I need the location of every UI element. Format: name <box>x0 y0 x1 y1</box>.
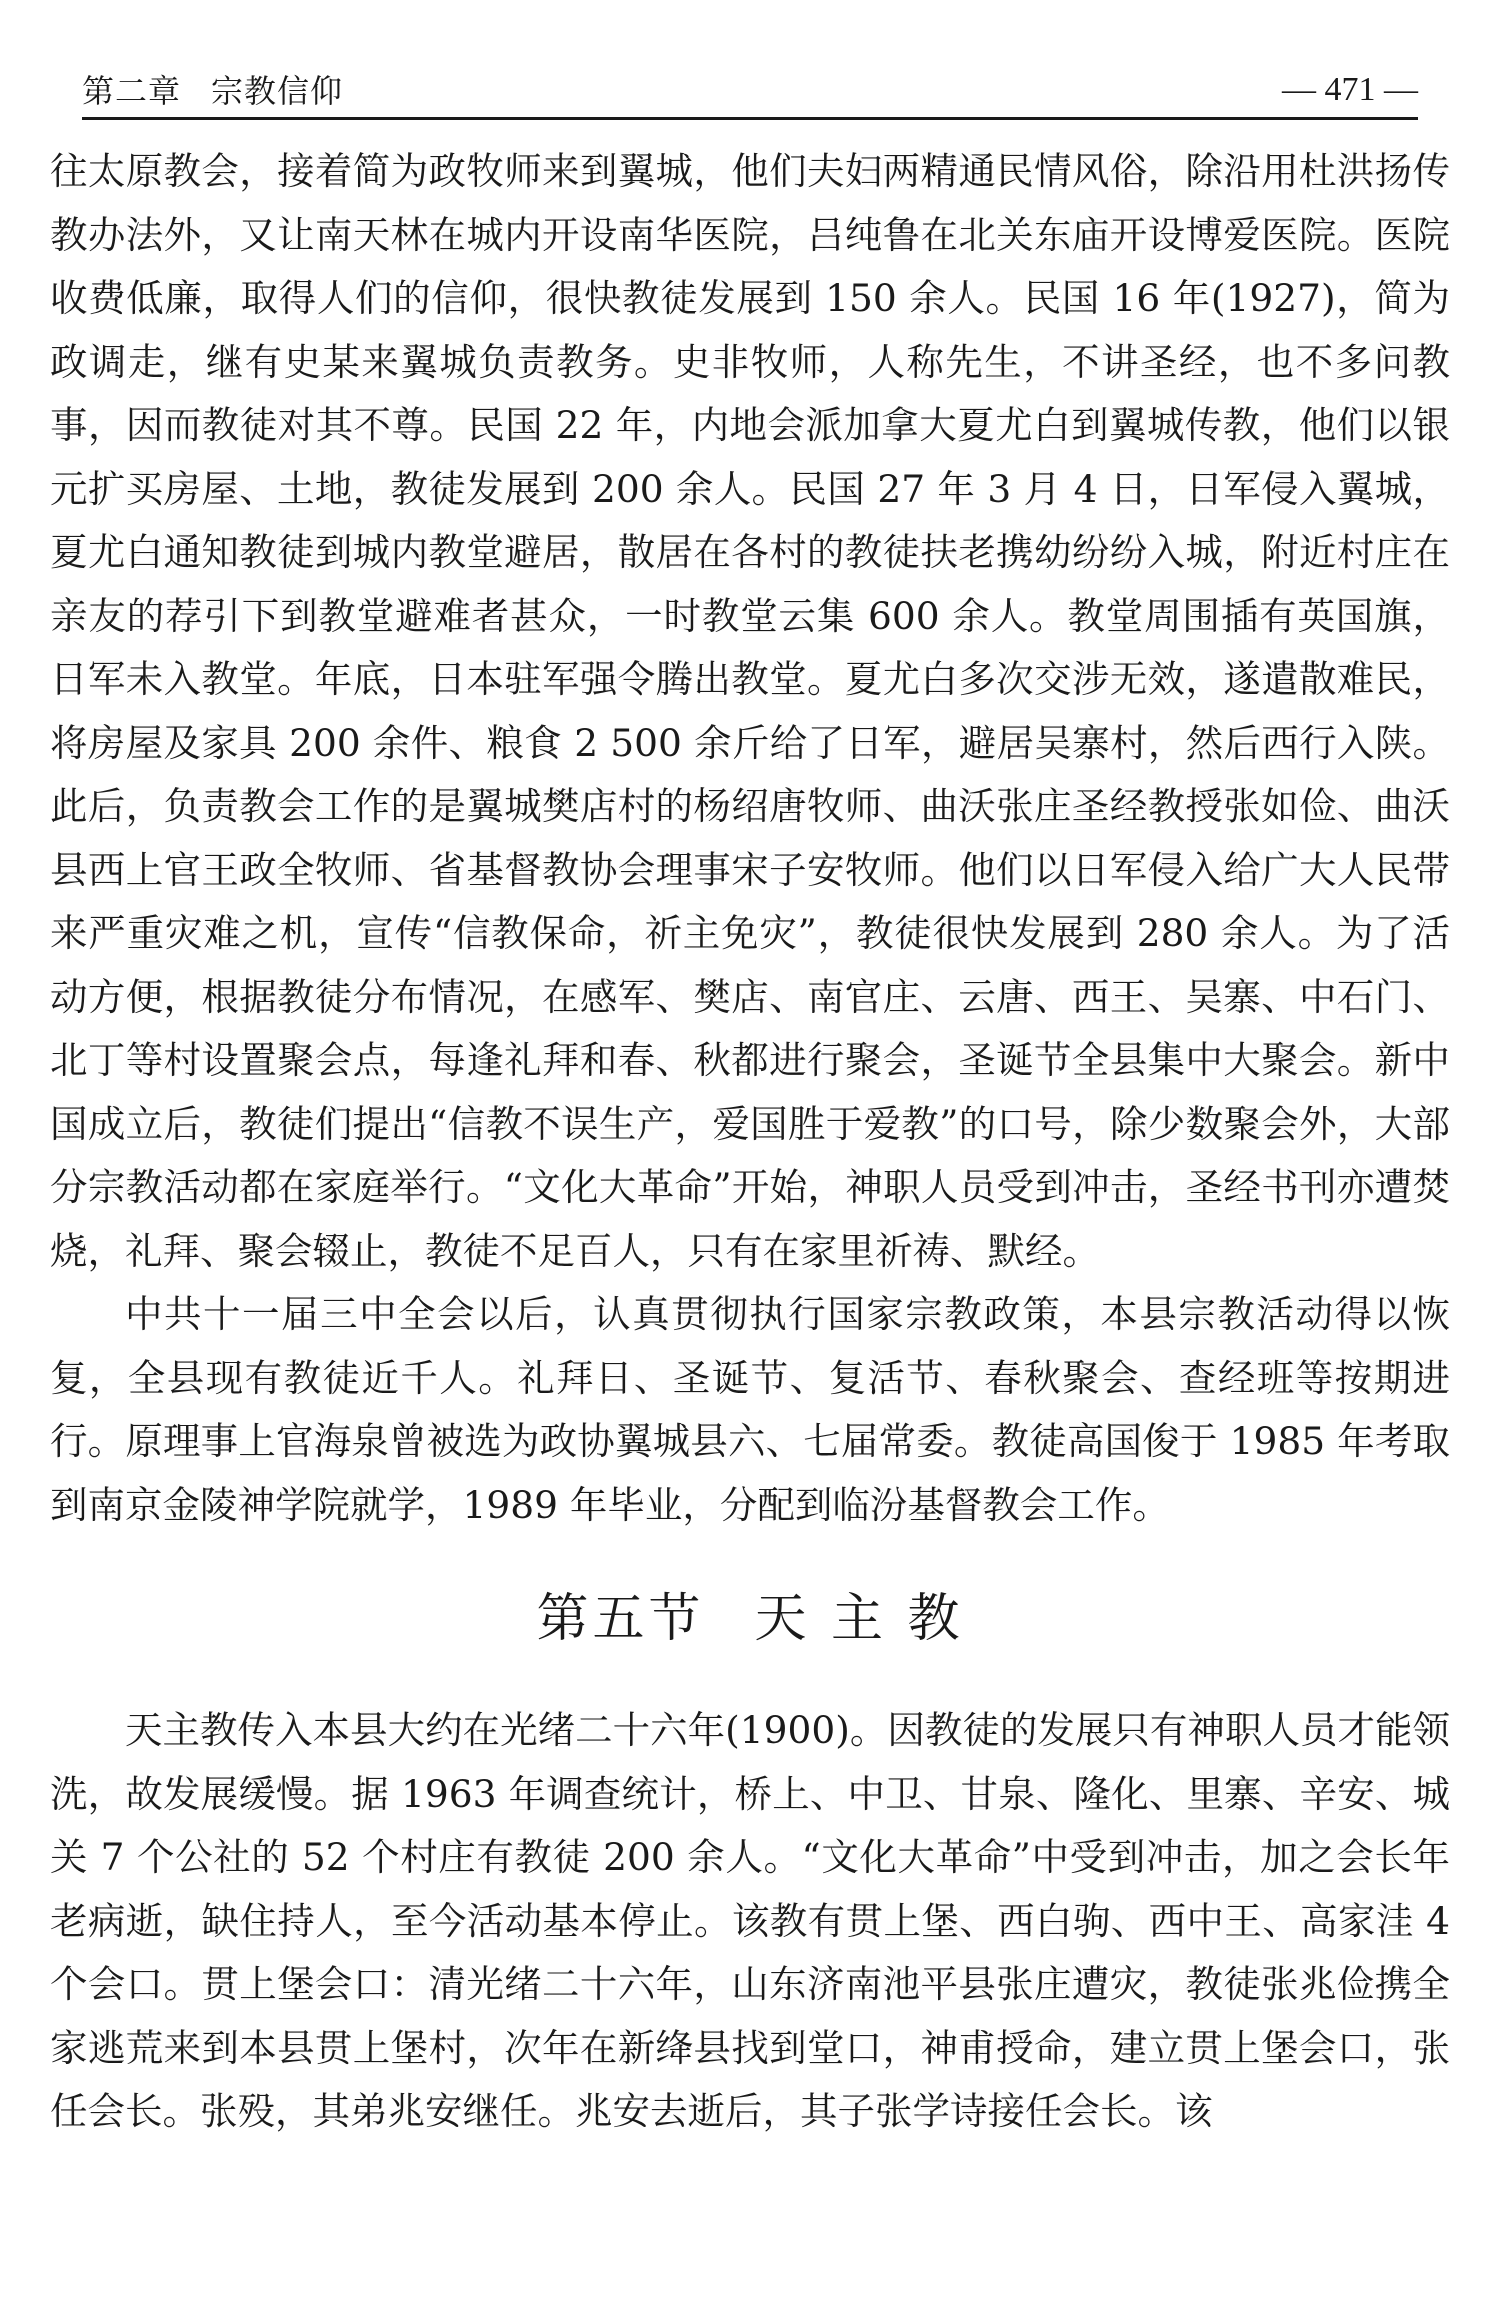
page-number: — 471 — <box>1282 71 1418 108</box>
chapter-label: 第二章 <box>82 72 182 110</box>
running-header <box>82 60 1418 120</box>
section-heading <box>50 1587 1450 1651</box>
body-text <box>50 140 1450 2144</box>
paragraph: 中共十一届三中全会以后，认真贯彻执行国家宗教政策，本县宗教活动得以恢复，全县现有教徒近千人。礼拜日、圣诞节、复活节、春秋聚会、查经班等按期进行。原理事上官海泉曾被选为政协翼城县六、七届常委。教徒高国俊于 1985 年考取到南京金陵神学院就学，1989 年毕业，分配到临汾基督教会工作。 <box>50 1292 1450 1527</box>
paragraph: 天主教传入本县大约在光绪二十六年(1900)。因教徒的发展只有神职人员才能领洗，故发展缓慢。据 1963 年调查统计，桥上、中卫、甘泉、隆化、里寨、辛安、城关 7 个公社的 52 个村庄有教徒 200 余人。“文化大革命”中受到冲击，加之会长年老病逝，缺住持人，至今活动基本停止。该教有贯上堡、西白驹、西中王、高家洼 4 个会口。贯上堡会口：清光绪二十六年，山东济南池平县张庄遭灾，教徒张兆俭携全家逃荒来到本县贯上堡村，次年在新绛县找到堂口，神甫授命，建立贯上堡会口，张任会长。张殁，其弟兆安继任。兆安去逝后，其子张学诗接任会长。该 <box>50 1708 1450 2133</box>
paragraph-continued: 往太原教会，接着简为政牧师来到翼城，他们夫妇两精通民情风俗，除沿用杜洪扬传教办法外，又让南天林在城内开设南华医院，吕纯鲁在北关东庙开设博爱医院。医院收费低廉，取得人们的信仰，很快教徒发展到 150 余人。民国 16 年(1927)，简为政调走，继有史某来翼城负责教务。史非牧师，人称先生，不讲圣经，也不多问教事，因而教徒对其不尊。民国 22 年，内地会派加拿大夏尤白到翼城传教，他们以银元扩买房屋、土地，教徒发展到 200 余人。民国 27 年 3 月 4 日，日军侵入翼城，夏尤白通知教徒到城内教堂避居，散居在各村的教徒扶老携幼纷纷入城，附近村庄在亲友的荐引下到教堂避难者甚众，一时教堂云集 600 余人。教堂周围插有英国旗，日军未入教堂。年底，日本驻军强令腾出教堂。夏尤白多次交涉无效，遂遣散难民，将房屋及家具 200 余件、粮食 2 500 余斤给了日军，避居吴寨村，然后西行入陕。此后，负责教会工作的是翼城樊店村的杨绍唐牧师、曲沃张庄圣经教授张如俭、曲沃县西上官王政全牧师、省基督教协会理事宋子安牧师。他们以日军侵入给广大人民带来严重灾难之机，宣传“信教保命，祈主免灾”，教徒很快发展到 280 余人。为了活动方便，根据教徒分布情况，在感军、樊店、南官庄、云唐、西王、吴寨、中石门、北丁等村设置聚会点，每逢礼拜和春、秋都进行聚会，圣诞节全县集中大聚会。新中国成立后，教徒们提出“信教不误生产，爱国胜于爱教”的口号，除少数聚会外，大部分宗教活动都在家庭举行。“文化大革命”开始，神职人员受到冲击，圣经书刊亦遭焚烧，礼拜、聚会辍止，教徒不足百人，只有在家里祈祷、默经。 <box>50 149 1450 1273</box>
chapter-title: 宗教信仰 <box>211 72 344 110</box>
chapter-heading <box>82 72 344 110</box>
section-title: 天 主 教 <box>754 1589 964 1649</box>
section-number: 第五节 <box>536 1589 705 1649</box>
